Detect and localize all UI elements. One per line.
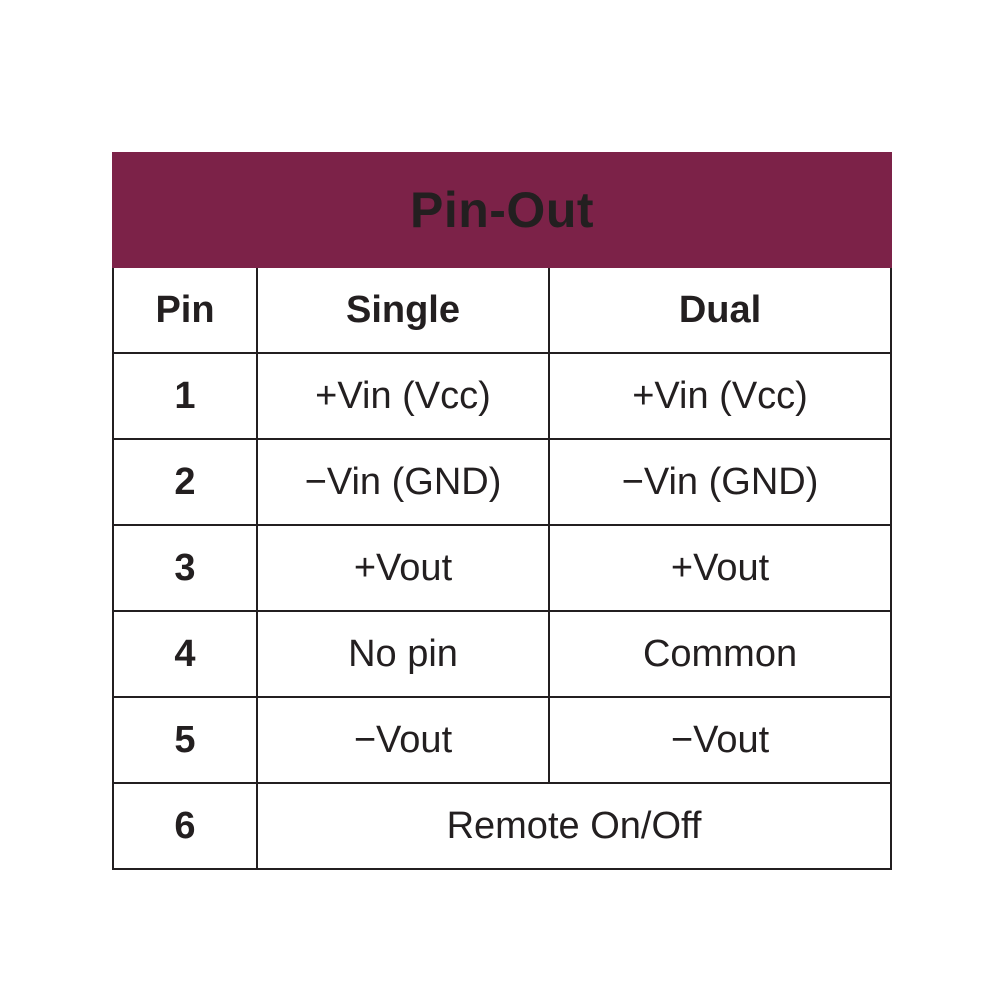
cell-single: No pin xyxy=(257,611,549,697)
column-header-single: Single xyxy=(257,267,549,353)
cell-single: −Vout xyxy=(257,697,549,783)
cell-remote-on-off: Remote On/Off xyxy=(257,783,891,869)
table-row xyxy=(113,353,891,439)
cell-single: +Vin (Vcc) xyxy=(257,353,549,439)
table-title: Pin-Out xyxy=(113,153,891,267)
column-header-dual: Dual xyxy=(549,267,891,353)
cell-single: −Vin (GND) xyxy=(257,439,549,525)
table-row xyxy=(113,697,891,783)
cell-dual: +Vout xyxy=(549,525,891,611)
cell-pin: 5 xyxy=(113,697,257,783)
table-header-row xyxy=(113,267,891,353)
cell-dual: Common xyxy=(549,611,891,697)
cell-pin: 1 xyxy=(113,353,257,439)
column-header-pin: Pin xyxy=(113,267,257,353)
cell-pin: 3 xyxy=(113,525,257,611)
cell-dual: +Vin (Vcc) xyxy=(549,353,891,439)
table-row xyxy=(113,611,891,697)
pinout-table xyxy=(112,152,892,870)
cell-pin: 2 xyxy=(113,439,257,525)
table-row-merged xyxy=(113,783,891,869)
table-title-row xyxy=(113,153,891,267)
cell-dual: −Vin (GND) xyxy=(549,439,891,525)
cell-pin: 4 xyxy=(113,611,257,697)
table-row xyxy=(113,439,891,525)
cell-dual: −Vout xyxy=(549,697,891,783)
cell-pin: 6 xyxy=(113,783,257,869)
pinout-table-container xyxy=(112,152,890,870)
table-row xyxy=(113,525,891,611)
cell-single: +Vout xyxy=(257,525,549,611)
